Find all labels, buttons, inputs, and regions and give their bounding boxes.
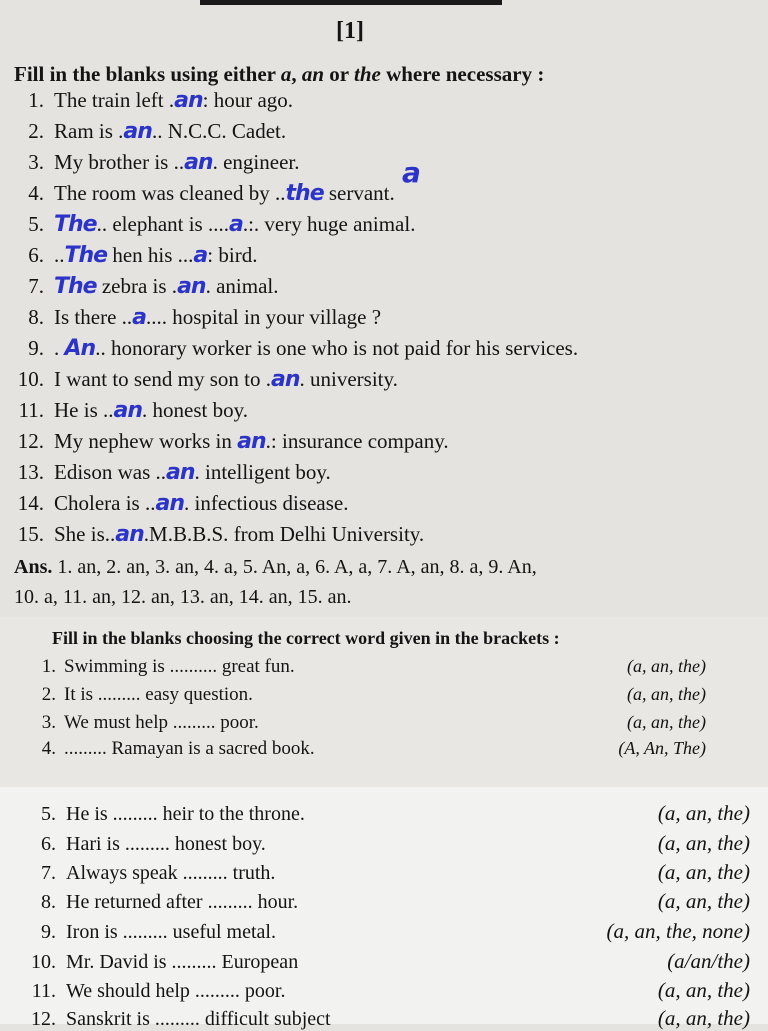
- item-text: It is ......... easy question.: [64, 684, 253, 705]
- exercise1-item: [14, 88, 293, 113]
- item-text: servant.: [323, 181, 395, 205]
- exercise3-item: [12, 921, 276, 944]
- item-number: 12.: [31, 1008, 56, 1030]
- handwritten-answer: an: [177, 274, 206, 299]
- item-text: He is ..: [54, 398, 114, 422]
- item-text: .... hospital in your village ?: [146, 305, 382, 329]
- item-text: She is..: [54, 522, 116, 546]
- item-number: 15.: [17, 522, 44, 546]
- exercise2-item: [22, 684, 253, 706]
- handwritten-answer: an: [113, 398, 143, 423]
- heading-sep: ,: [291, 62, 302, 86]
- item-text: My nephew works in: [54, 429, 238, 453]
- answers-line-2: [14, 586, 352, 609]
- item-number: 1.: [41, 656, 56, 677]
- item-number: 4.: [28, 181, 44, 205]
- item-number: 6.: [28, 243, 44, 267]
- item-options: (a, an, the): [657, 1006, 750, 1030]
- item-text: . engineer.: [212, 150, 300, 174]
- item-text: Sanskrit is ......... difficult subject: [66, 1008, 331, 1030]
- item-options: (A, An, The): [618, 738, 706, 758]
- exercise2-item: [22, 712, 259, 734]
- handwritten-answer: a: [193, 243, 208, 268]
- item-text: Iron is ......... useful metal.: [66, 921, 276, 943]
- item-text: He is ......... heir to the throne.: [66, 803, 305, 825]
- item-options: (a, an, the): [657, 860, 750, 884]
- item-text: .. elephant is ....: [96, 212, 229, 236]
- item-number: 10.: [31, 951, 56, 973]
- exercise2-heading: Fill in the blanks choosing the correct word given in the brackets :: [52, 628, 560, 648]
- item-text: .: insurance company.: [265, 429, 449, 453]
- exercise1-heading: [14, 62, 544, 87]
- item-number: 4.: [41, 738, 56, 759]
- heading-text-2: where necessary :: [380, 62, 545, 86]
- exercise3-item: [12, 980, 285, 1003]
- item-text: Always speak ......... truth.: [66, 862, 276, 884]
- exercise1-item: [14, 181, 395, 206]
- exercise3-item: [12, 862, 275, 885]
- handwritten-answer: The: [54, 212, 97, 237]
- exercise3-item: [12, 833, 266, 856]
- exercise1-item: [14, 429, 449, 454]
- item-text: zebra is .: [96, 274, 178, 298]
- item-number: 8.: [28, 305, 44, 329]
- handwritten-answer: an: [115, 522, 144, 547]
- handwritten-answer: an: [237, 429, 266, 454]
- item-text: : bird.: [207, 243, 258, 267]
- heading-an: an: [301, 62, 325, 86]
- item-text: .: [54, 336, 65, 360]
- top-rule: [200, 0, 502, 5]
- heading-the: the: [353, 62, 381, 86]
- exercise1-item: [14, 212, 415, 237]
- handwritten-answer: a: [228, 212, 243, 237]
- answers-line-1: [14, 556, 537, 579]
- exercise2-item: [22, 656, 295, 678]
- item-text: .M.B.B.S. from Delhi University.: [143, 522, 425, 546]
- handwritten-answer: The: [54, 274, 97, 299]
- item-text: The train left .: [54, 88, 175, 112]
- exercise2-item: [22, 738, 315, 760]
- item-text: . university.: [299, 367, 398, 391]
- exercise1-item: [14, 150, 299, 175]
- handwritten-answer: the: [285, 181, 324, 206]
- item-text: . animal.: [205, 274, 279, 298]
- item-text: Cholera is ..: [54, 491, 156, 515]
- item-text: Ram is .: [54, 119, 124, 143]
- item-text: The room was cleaned by ..: [54, 181, 286, 205]
- exercise1-item: [14, 336, 578, 361]
- handwritten-answer: an: [270, 367, 300, 392]
- margin-handwritten-mark: a: [402, 156, 420, 189]
- item-number: 7.: [41, 862, 56, 884]
- item-number: 7.: [28, 274, 44, 298]
- item-options: (a, an, the): [627, 684, 706, 704]
- item-text: .. N.C.C. Cadet.: [151, 119, 287, 143]
- exercise1-item: [14, 305, 381, 330]
- item-text: I want to send my son to .: [54, 367, 271, 391]
- heading-or: or: [324, 62, 354, 86]
- item-text: .. honorary worker is one who is not paid for his services.: [95, 336, 579, 360]
- item-text: . honest boy.: [142, 398, 248, 422]
- item-text: Mr. David is ......... European: [66, 951, 299, 973]
- exercise3-item: [12, 803, 305, 826]
- item-number: 1.: [28, 88, 44, 112]
- item-number: 3.: [41, 712, 56, 733]
- handwritten-answer: a: [132, 305, 146, 330]
- exercise1-item: [14, 522, 424, 547]
- exercise1-item: [14, 460, 331, 485]
- item-number: 3.: [28, 150, 44, 174]
- handwritten-answer: an: [155, 491, 184, 516]
- item-text: . intelligent boy.: [194, 460, 331, 484]
- exercise1-item: [14, 243, 257, 268]
- heading-text-1: Fill in the blanks using either: [14, 62, 281, 86]
- item-text: ......... Ramayan is a sacred book.: [64, 738, 315, 759]
- heading-a: a: [280, 62, 292, 86]
- item-options: (a, an, the): [657, 978, 750, 1002]
- item-number: 13.: [17, 460, 44, 484]
- item-text: My brother is ..: [54, 150, 185, 174]
- item-number: 5.: [41, 803, 56, 825]
- item-text: Edison was ..: [54, 460, 166, 484]
- item-options: (a, an, the): [657, 801, 750, 825]
- item-text: .:. very huge animal.: [242, 212, 416, 236]
- item-text: . infectious disease.: [184, 491, 349, 515]
- exercise3-item: [12, 891, 298, 914]
- item-number: 8.: [41, 891, 56, 913]
- answers-label: Ans.: [14, 556, 53, 578]
- item-number: 14.: [17, 491, 44, 515]
- item-number: 12.: [17, 429, 44, 453]
- item-number: 11.: [31, 980, 56, 1002]
- item-number: 2.: [28, 119, 44, 143]
- exercise3-item: [12, 1008, 331, 1031]
- handwritten-answer: an: [184, 150, 213, 175]
- handwritten-answer: An: [64, 336, 96, 361]
- answers-text-1: 1. an, 2. an, 3. an, 4. a, 5. An, a, 6. A, a, 7. A, an, 8. a, 9. An,: [52, 556, 537, 578]
- page-number: [1]: [336, 18, 364, 44]
- item-number: 2.: [41, 684, 56, 705]
- item-text: We must help ......... poor.: [64, 712, 259, 733]
- exercise1-item: [14, 398, 248, 423]
- item-text: We should help ......... poor.: [66, 980, 286, 1002]
- item-options: (a/an/the): [667, 949, 750, 973]
- answers-text-2: 10. a, 11. an, 12. an, 13. an, 14. an, 15. an.: [14, 586, 352, 608]
- item-text: Is there ..: [54, 305, 133, 329]
- item-options: (a, an, the): [627, 712, 706, 732]
- item-number: 9.: [41, 921, 56, 943]
- item-text: Swimming is .......... great fun.: [64, 656, 295, 677]
- item-options: (a, an, the, none): [606, 919, 750, 943]
- item-options: (a, an, the): [657, 889, 750, 913]
- item-number: 9.: [28, 336, 44, 360]
- exercise1-item: [14, 119, 286, 144]
- exercise1-item: [14, 491, 348, 516]
- item-options: (a, an, the): [657, 831, 750, 855]
- handwritten-answer: an: [174, 88, 203, 113]
- item-text: He returned after ......... hour.: [66, 891, 299, 913]
- handwritten-answer: The: [64, 243, 108, 268]
- item-options: (a, an, the): [627, 656, 706, 676]
- item-number: 10.: [17, 367, 44, 391]
- handwritten-answer: an: [123, 119, 152, 144]
- item-text: ..: [54, 243, 65, 267]
- item-text: : hour ago.: [202, 88, 294, 112]
- exercise1-item: [14, 274, 278, 299]
- exercise1-item: [14, 367, 398, 392]
- item-number: 6.: [41, 833, 56, 855]
- item-number: 11.: [18, 398, 44, 422]
- handwritten-answer: an: [166, 460, 195, 485]
- item-text: hen his ...: [107, 243, 194, 267]
- exercise3-item: [12, 951, 298, 974]
- item-text: Hari is ......... honest boy.: [66, 833, 266, 855]
- item-number: 5.: [28, 212, 44, 236]
